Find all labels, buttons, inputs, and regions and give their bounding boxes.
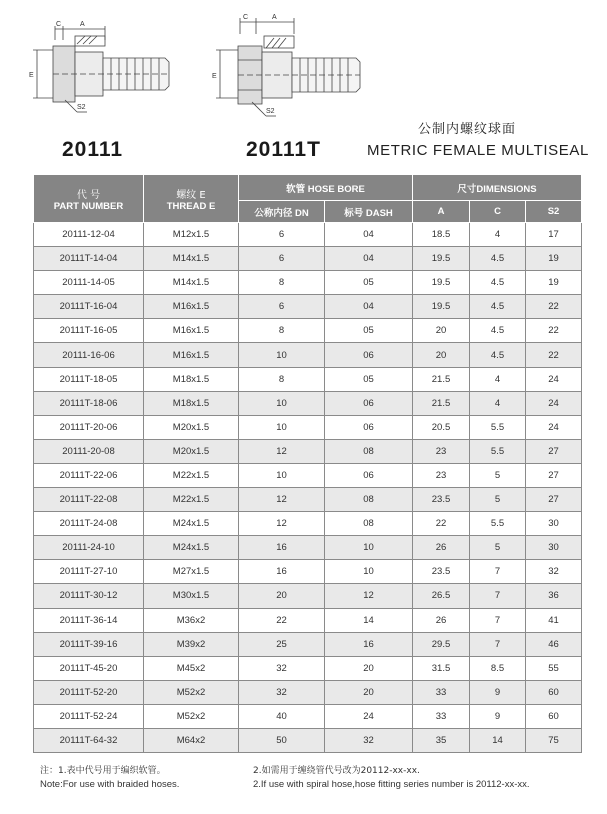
header-a: A <box>413 201 470 223</box>
table-row <box>34 295 582 319</box>
cell-dim-c: 7 <box>470 608 526 632</box>
cell-dash: 08 <box>325 512 413 536</box>
cell-dim-c: 5 <box>470 536 526 560</box>
note-left <box>40 764 179 792</box>
cell-dim-a: 21.5 <box>413 367 470 391</box>
cell-dn: 10 <box>239 415 325 439</box>
table-row <box>34 463 582 487</box>
cell-thread: M14x1.5 <box>144 271 239 295</box>
table-row <box>34 367 582 391</box>
cell-dash: 32 <box>325 728 413 752</box>
cell-dim-c: 4.5 <box>470 271 526 295</box>
cell-dim-s2: 24 <box>526 367 582 391</box>
drawing-label-c: C <box>56 21 62 28</box>
cell-part-number: 20111T-27-10 <box>34 560 144 584</box>
cell-thread: M20x1.5 <box>144 439 239 463</box>
cell-dim-c: 4.5 <box>470 247 526 271</box>
cell-thread: M36x2 <box>144 608 239 632</box>
cell-dash: 05 <box>325 367 413 391</box>
cell-dash: 06 <box>325 343 413 367</box>
header-part-en: PART NUMBER <box>53 200 124 212</box>
cell-dim-c: 4 <box>470 391 526 415</box>
cell-dim-a: 23 <box>413 439 470 463</box>
table-row <box>34 488 582 512</box>
cell-part-number: 20111-20-08 <box>34 439 144 463</box>
cell-dim-a: 23.5 <box>413 488 470 512</box>
table-row <box>34 632 582 656</box>
fitting-drawing-20111t <box>210 8 370 128</box>
cell-dn: 20 <box>239 584 325 608</box>
cell-part-number: 20111T-30-12 <box>34 584 144 608</box>
cell-thread: M45x2 <box>144 656 239 680</box>
table-row <box>34 512 582 536</box>
model-number-20111: 20111 <box>62 138 124 161</box>
cell-dim-a: 20.5 <box>413 415 470 439</box>
cell-dn: 32 <box>239 656 325 680</box>
cell-dim-c: 4.5 <box>470 319 526 343</box>
cell-dim-c: 5.5 <box>470 415 526 439</box>
cell-dim-c: 7 <box>470 560 526 584</box>
cell-dim-a: 19.5 <box>413 271 470 295</box>
cell-dim-s2: 24 <box>526 415 582 439</box>
header-part-number <box>34 175 144 223</box>
cell-dim-c: 5 <box>470 488 526 512</box>
cell-part-number: 20111-12-04 <box>34 223 144 247</box>
table-row <box>34 391 582 415</box>
cell-dim-c: 5.5 <box>470 439 526 463</box>
cell-dim-s2: 32 <box>526 560 582 584</box>
table-row <box>34 704 582 728</box>
cell-thread: M24x1.5 <box>144 512 239 536</box>
header-hose-bore: 软管 HOSE BORE <box>239 175 413 201</box>
table-row <box>34 271 582 295</box>
cell-dim-c: 9 <box>470 680 526 704</box>
cell-dash: 10 <box>325 560 413 584</box>
cell-dash: 05 <box>325 319 413 343</box>
drawing-label-c: C <box>243 14 249 21</box>
cell-dash: 12 <box>325 584 413 608</box>
cell-part-number: 20111T-22-06 <box>34 463 144 487</box>
cell-dim-a: 19.5 <box>413 247 470 271</box>
drawing-label-a: A <box>80 21 85 28</box>
table-row <box>34 439 582 463</box>
cell-part-number: 20111T-24-08 <box>34 512 144 536</box>
cell-dn: 25 <box>239 632 325 656</box>
drawing-label-s2: S2 <box>77 104 86 111</box>
header-dash: 标号 DASH <box>325 201 413 223</box>
cell-thread: M18x1.5 <box>144 367 239 391</box>
cell-thread: M52x2 <box>144 680 239 704</box>
cell-dim-s2: 30 <box>526 512 582 536</box>
cell-part-number: 20111-24-10 <box>34 536 144 560</box>
cell-dim-s2: 60 <box>526 680 582 704</box>
cell-dn: 8 <box>239 271 325 295</box>
cell-part-number: 20111T-45-20 <box>34 656 144 680</box>
cell-dash: 04 <box>325 247 413 271</box>
note-right <box>253 764 530 792</box>
cell-dn: 8 <box>239 319 325 343</box>
cell-part-number: 20111T-20-06 <box>34 415 144 439</box>
cell-dim-s2: 22 <box>526 319 582 343</box>
cell-dim-a: 21.5 <box>413 391 470 415</box>
cell-dim-a: 31.5 <box>413 656 470 680</box>
header-thread <box>144 175 239 223</box>
cell-thread: M22x1.5 <box>144 463 239 487</box>
cell-dim-c: 14 <box>470 728 526 752</box>
cell-part-number: 20111T-64-32 <box>34 728 144 752</box>
header-part-cn: 代 号 <box>76 189 101 201</box>
table-row <box>34 343 582 367</box>
cell-thread: M16x1.5 <box>144 343 239 367</box>
cell-part-number: 20111T-14-04 <box>34 247 144 271</box>
cell-dim-a: 23 <box>413 463 470 487</box>
table-row <box>34 656 582 680</box>
cell-dim-s2: 55 <box>526 656 582 680</box>
cell-dn: 50 <box>239 728 325 752</box>
cell-dim-s2: 41 <box>526 608 582 632</box>
cell-dash: 14 <box>325 608 413 632</box>
cell-part-number: 20111T-16-04 <box>34 295 144 319</box>
header-c: C <box>470 201 526 223</box>
cell-dn: 32 <box>239 680 325 704</box>
model-number-20111t: 20111T <box>246 138 321 161</box>
cell-dim-s2: 75 <box>526 728 582 752</box>
cell-part-number: 20111T-39-16 <box>34 632 144 656</box>
cell-part-number: 20111-14-05 <box>34 271 144 295</box>
cell-dim-a: 18.5 <box>413 223 470 247</box>
cell-dim-s2: 19 <box>526 271 582 295</box>
table-row <box>34 223 582 247</box>
cell-dim-s2: 22 <box>526 295 582 319</box>
header-dimensions: 尺寸DIMENSIONS <box>413 175 582 201</box>
cell-part-number: 20111T-22-08 <box>34 488 144 512</box>
cell-dn: 6 <box>239 295 325 319</box>
cell-thread: M39x2 <box>144 632 239 656</box>
cell-dim-c: 5 <box>470 463 526 487</box>
cell-dash: 24 <box>325 704 413 728</box>
cell-dn: 12 <box>239 512 325 536</box>
cell-dash: 10 <box>325 536 413 560</box>
cell-dash: 06 <box>325 391 413 415</box>
table-row <box>34 247 582 271</box>
header-s2: S2 <box>526 201 582 223</box>
cell-thread: M16x1.5 <box>144 295 239 319</box>
cell-dim-s2: 19 <box>526 247 582 271</box>
table-row <box>34 584 582 608</box>
cell-dim-a: 35 <box>413 728 470 752</box>
header <box>0 0 607 170</box>
cell-part-number: 20111T-18-05 <box>34 367 144 391</box>
cell-part-number: 20111T-36-14 <box>34 608 144 632</box>
cell-dn: 16 <box>239 536 325 560</box>
cell-thread: M30x1.5 <box>144 584 239 608</box>
cell-dim-s2: 27 <box>526 439 582 463</box>
cell-dash: 20 <box>325 656 413 680</box>
cell-dim-a: 19.5 <box>413 295 470 319</box>
drawing-label-e: E <box>212 73 217 80</box>
cell-dash: 04 <box>325 295 413 319</box>
cell-thread: M20x1.5 <box>144 415 239 439</box>
cell-dash: 06 <box>325 463 413 487</box>
table-row <box>34 415 582 439</box>
note-right-en: 2.If use with spiral hose,hose fitting series number is 20112-xx-xx. <box>253 779 530 790</box>
cell-dim-s2: 60 <box>526 704 582 728</box>
cell-thread: M16x1.5 <box>144 319 239 343</box>
spec-table-body <box>34 223 582 753</box>
table-row <box>34 680 582 704</box>
cell-thread: M22x1.5 <box>144 488 239 512</box>
cell-dim-c: 9 <box>470 704 526 728</box>
cell-dn: 6 <box>239 223 325 247</box>
fitting-drawing-20111 <box>25 12 175 122</box>
cell-dim-c: 7 <box>470 584 526 608</box>
cell-dash: 04 <box>325 223 413 247</box>
header-dn: 公称内径 DN <box>239 201 325 223</box>
header-thread-en: THREAD E <box>166 200 216 212</box>
cell-dim-a: 26 <box>413 608 470 632</box>
cell-thread: M52x2 <box>144 704 239 728</box>
table-row <box>34 319 582 343</box>
cell-dim-s2: 30 <box>526 536 582 560</box>
cell-dim-a: 20 <box>413 343 470 367</box>
cell-dn: 8 <box>239 367 325 391</box>
cell-part-number: 20111T-52-24 <box>34 704 144 728</box>
cell-dim-c: 5.5 <box>470 512 526 536</box>
cell-dim-c: 4.5 <box>470 295 526 319</box>
cell-dim-c: 7 <box>470 632 526 656</box>
cell-dim-s2: 46 <box>526 632 582 656</box>
cell-thread: M27x1.5 <box>144 560 239 584</box>
cell-part-number: 20111T-52-20 <box>34 680 144 704</box>
cell-dash: 20 <box>325 680 413 704</box>
cell-dash: 05 <box>325 271 413 295</box>
note-left-cn: 注：1.表中代号用于编织软管。 <box>40 766 166 776</box>
cell-dim-s2: 24 <box>526 391 582 415</box>
cell-dim-s2: 27 <box>526 463 582 487</box>
cell-dim-a: 23.5 <box>413 560 470 584</box>
cell-thread: M18x1.5 <box>144 391 239 415</box>
spec-table <box>33 174 582 753</box>
table-row <box>34 560 582 584</box>
cell-dim-a: 26 <box>413 536 470 560</box>
cell-thread: M64x2 <box>144 728 239 752</box>
drawing-label-e: E <box>29 72 34 79</box>
page-title-english: METRIC FEMALE MULTISEAL <box>367 142 589 159</box>
cell-dn: 12 <box>239 439 325 463</box>
cell-dim-a: 33 <box>413 680 470 704</box>
cell-dim-a: 26.5 <box>413 584 470 608</box>
cell-dash: 08 <box>325 439 413 463</box>
cell-dn: 40 <box>239 704 325 728</box>
cell-dim-c: 4 <box>470 367 526 391</box>
cell-dim-a: 20 <box>413 319 470 343</box>
cell-thread: M14x1.5 <box>144 247 239 271</box>
header-thread-cn: 螺纹 E <box>176 189 206 201</box>
cell-dn: 6 <box>239 247 325 271</box>
cell-dn: 16 <box>239 560 325 584</box>
table-row <box>34 608 582 632</box>
cell-dim-c: 4 <box>470 223 526 247</box>
cell-dim-s2: 17 <box>526 223 582 247</box>
cell-dn: 10 <box>239 343 325 367</box>
table-row <box>34 536 582 560</box>
cell-dn: 12 <box>239 488 325 512</box>
cell-dim-c: 8.5 <box>470 656 526 680</box>
note-right-cn: 2.如需用于缠绕管代号改为20112-xx-xx. <box>253 766 420 776</box>
cell-dim-a: 22 <box>413 512 470 536</box>
drawing-label-a: A <box>272 14 277 21</box>
cell-dim-a: 33 <box>413 704 470 728</box>
cell-dim-s2: 36 <box>526 584 582 608</box>
page-title-chinese: 公制内螺纹球面 <box>418 122 517 137</box>
cell-dash: 06 <box>325 415 413 439</box>
cell-dash: 08 <box>325 488 413 512</box>
cell-dim-s2: 27 <box>526 488 582 512</box>
cell-dn: 10 <box>239 391 325 415</box>
cell-dn: 10 <box>239 463 325 487</box>
note-left-en: Note:For use with braided hoses. <box>40 779 180 790</box>
cell-dim-s2: 22 <box>526 343 582 367</box>
cell-part-number: 20111T-16-05 <box>34 319 144 343</box>
cell-dn: 22 <box>239 608 325 632</box>
cell-part-number: 20111-16-06 <box>34 343 144 367</box>
cell-dash: 16 <box>325 632 413 656</box>
cell-dim-a: 29.5 <box>413 632 470 656</box>
drawing-label-s2: S2 <box>266 108 275 115</box>
cell-part-number: 20111T-18-06 <box>34 391 144 415</box>
cell-dim-c: 4.5 <box>470 343 526 367</box>
cell-thread: M24x1.5 <box>144 536 239 560</box>
cell-thread: M12x1.5 <box>144 223 239 247</box>
table-row <box>34 728 582 752</box>
